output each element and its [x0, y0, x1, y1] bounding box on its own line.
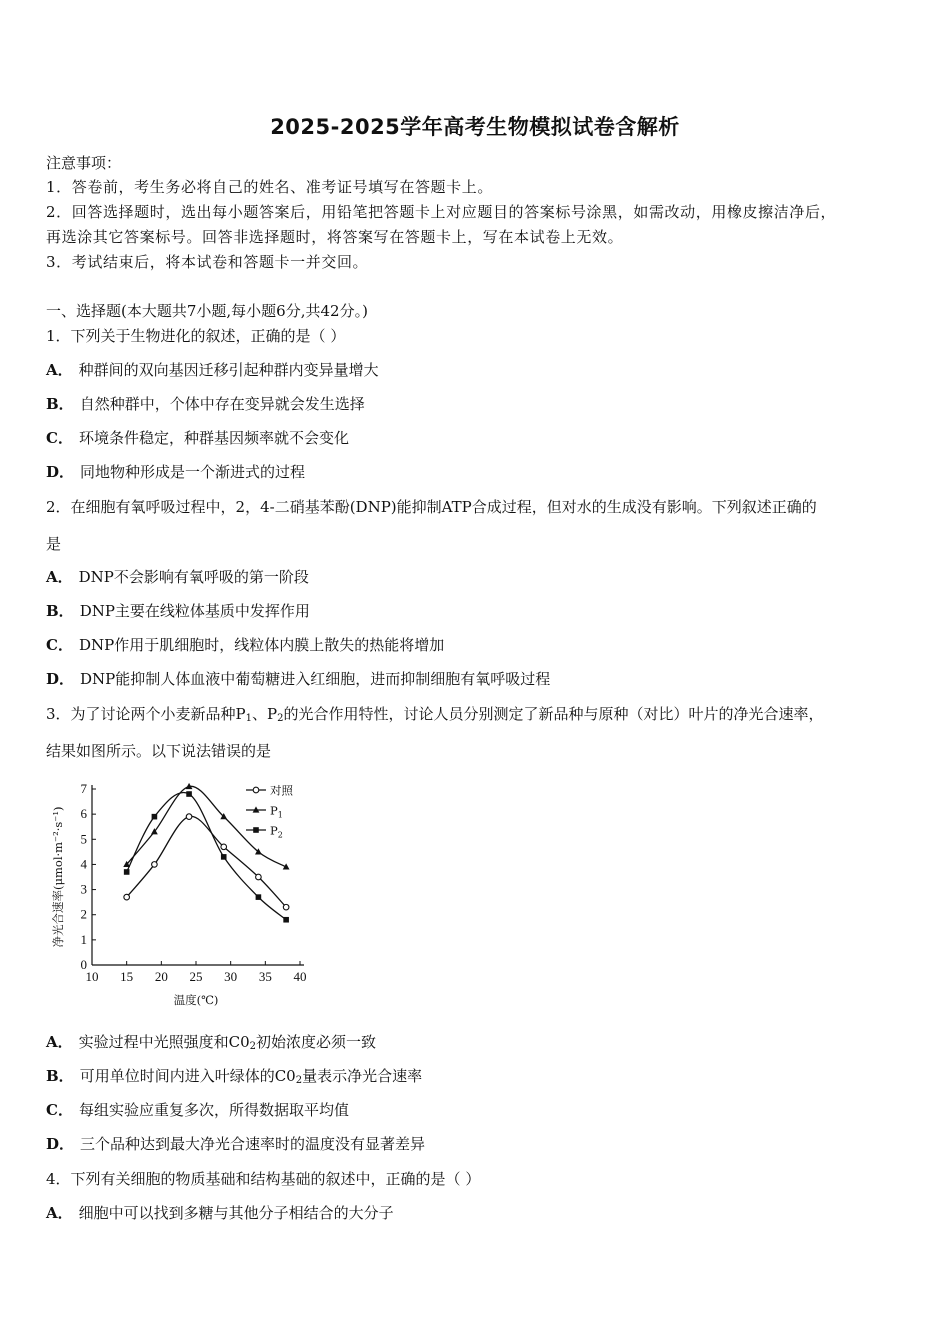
x-tick-label: 10: [85, 969, 99, 984]
y-tick-label: 0: [80, 957, 87, 972]
y-tick-label: 2: [80, 906, 87, 922]
option-key: D．: [46, 463, 75, 481]
q3-stem-part2: 、P: [252, 705, 278, 723]
option-text: 种群间的双向基因迁移引起种群内变异量增大: [78, 361, 379, 379]
legend-label: $P_1$: [270, 803, 283, 820]
option-key: C．: [46, 636, 73, 654]
data-point: [186, 814, 192, 820]
data-point: [124, 894, 130, 900]
option-text: 细胞中可以找到多糖与其他分子相结合的大分子: [78, 1204, 394, 1222]
q3-sub1: 1: [245, 713, 253, 724]
option-text-end: 初始浓度必须一致: [256, 1033, 377, 1051]
option-sub: 2: [295, 1075, 303, 1086]
note-item-2: 2．回答选择题时，选出每小题答案后，用铅笔把答题卡上对应题目的答案标号涂黑，如需改动，用橡皮擦洁净后，: [46, 203, 837, 221]
q3-option-c: [46, 1100, 349, 1120]
y-tick-label: 5: [80, 831, 87, 847]
option-key: B．: [46, 602, 74, 620]
option-key: A．: [46, 568, 73, 586]
data-point: [152, 814, 158, 820]
option-text: DNP作用于肌细胞时，线粒体内膜上散失的热能将增加: [78, 636, 445, 654]
option-key: D．: [46, 1135, 75, 1153]
q2-stem: 2．在细胞有氧呼吸过程中，2，4-二硝基苯酚(DNP)能抑制ATP合成过程，但对水的生成没有影响。下列叙述正确的: [46, 498, 817, 516]
note-item-2-cont: 再选涂其它答案标号。回答非选择题时，将答案写在答题卡上，写在本试卷上无效。: [46, 228, 624, 246]
option-text: DNP主要在线粒体基质中发挥作用: [79, 602, 310, 620]
q2-stem-cont: 是: [46, 535, 62, 553]
data-point: [256, 894, 262, 900]
q3-stem-part1: 3．为了讨论两个小麦新品种P: [46, 705, 246, 723]
data-point: [283, 917, 289, 923]
y-tick-label: 1: [80, 931, 87, 947]
q3-stem: [46, 704, 824, 724]
q4-stem: 4．下列有关细胞的物质基础和结构基础的叙述中，正确的是（ ）: [46, 1170, 481, 1188]
q3-option-a: [46, 1032, 376, 1052]
option-key: B．: [46, 395, 74, 413]
option-sub: 2: [249, 1041, 257, 1052]
data-point: [221, 844, 227, 850]
option-text: 每组实验应重复多次，所得数据取平均值: [78, 1101, 349, 1119]
q3-sub2: 2: [277, 713, 284, 724]
q1-option-b: [46, 394, 365, 414]
x-tick-label: 30: [224, 969, 238, 984]
option-text: 自然种群中，个体中存在变异就会发生选择: [79, 395, 365, 413]
q2-option-d: [46, 669, 550, 689]
q3-option-b: [46, 1066, 422, 1086]
q1-option-c: [46, 428, 349, 448]
y-axis-label: 净光合速率(μmol·m⁻²·s⁻¹): [51, 806, 65, 948]
option-key: A．: [46, 1033, 73, 1051]
data-point: [186, 791, 192, 797]
legend-marker: [253, 827, 259, 833]
x-tick-label: 15: [120, 969, 134, 984]
note-item-3: 3．考试结束后，将本试卷和答题卡一并交回。: [46, 253, 369, 271]
y-tick-label: 4: [80, 856, 87, 872]
option-key: B．: [46, 1067, 74, 1085]
option-text: 实验过程中光照强度和C0: [78, 1033, 250, 1051]
y-tick-label: 7: [80, 781, 87, 796]
option-key: D．: [46, 670, 75, 688]
notes-heading: 注意事项：: [46, 154, 122, 172]
q1-stem: 1．下列关于生物进化的叙述，正确的是（ ）: [46, 327, 346, 345]
option-text-end: 量表示净光合速率: [302, 1067, 423, 1085]
page-title: 2025-2025学年高考生物模拟试卷含解析: [270, 115, 680, 139]
data-point: [152, 862, 158, 868]
legend-label: $P_2$: [270, 823, 283, 840]
legend-label: 对照: [270, 783, 293, 798]
note-item-1: 1．答卷前，考生务必将自己的姓名、准考证号填写在答题卡上。: [46, 178, 493, 196]
option-key: A．: [46, 1204, 73, 1222]
series-line-3: [127, 792, 286, 919]
y-tick-label: 3: [80, 881, 87, 897]
option-text: 同地物种形成是一个渐进式的过程: [80, 463, 306, 481]
option-key: A．: [46, 361, 73, 379]
photosynthesis-chart: [50, 775, 320, 1010]
q2-option-b: [46, 601, 310, 621]
x-tick-label: 25: [189, 969, 203, 984]
q1-option-d: [46, 462, 305, 482]
option-key: C．: [46, 1101, 73, 1119]
q1-option-a: [46, 360, 379, 380]
data-point: [256, 874, 262, 880]
x-tick-label: 35: [258, 969, 272, 984]
q3-option-d: [46, 1134, 425, 1154]
data-point: [221, 854, 227, 860]
option-text: 可用单位时间内进入叶绿体的C0: [79, 1067, 296, 1085]
q3-stem-cont: 结果如图所示。以下说法错误的是: [46, 742, 272, 760]
option-key: C．: [46, 429, 73, 447]
option-text: 环境条件稳定，种群基因频率就不会变化: [78, 429, 349, 447]
x-tick-label: 20: [154, 969, 168, 984]
q2-option-c: [46, 635, 444, 655]
data-point: [124, 869, 130, 875]
q2-option-a: [46, 567, 309, 587]
x-tick-label: 40: [293, 969, 307, 984]
q3-stem-part3: 的光合作用特性，讨论人员分别测定了新品种与原种（对比）叶片的净光合速率，: [283, 705, 824, 723]
y-tick-label: 6: [80, 806, 87, 822]
section-heading: 一、选择题(本大题共7小题,每小题6分,共42分。): [46, 302, 368, 320]
q4-option-a: [46, 1203, 394, 1223]
legend-marker: [253, 787, 259, 793]
chart-svg: [50, 775, 320, 1010]
option-text: 三个品种达到最大净光合速率时的温度没有显著差异: [80, 1135, 426, 1153]
option-text: DNP能抑制人体血液中葡萄糖进入红细胞，进而抑制细胞有氧呼吸过程: [80, 670, 551, 688]
data-point: [283, 904, 289, 910]
x-axis-label: 温度(℃): [173, 993, 219, 1007]
option-text: DNP不会影响有氧呼吸的第一阶段: [78, 568, 309, 586]
